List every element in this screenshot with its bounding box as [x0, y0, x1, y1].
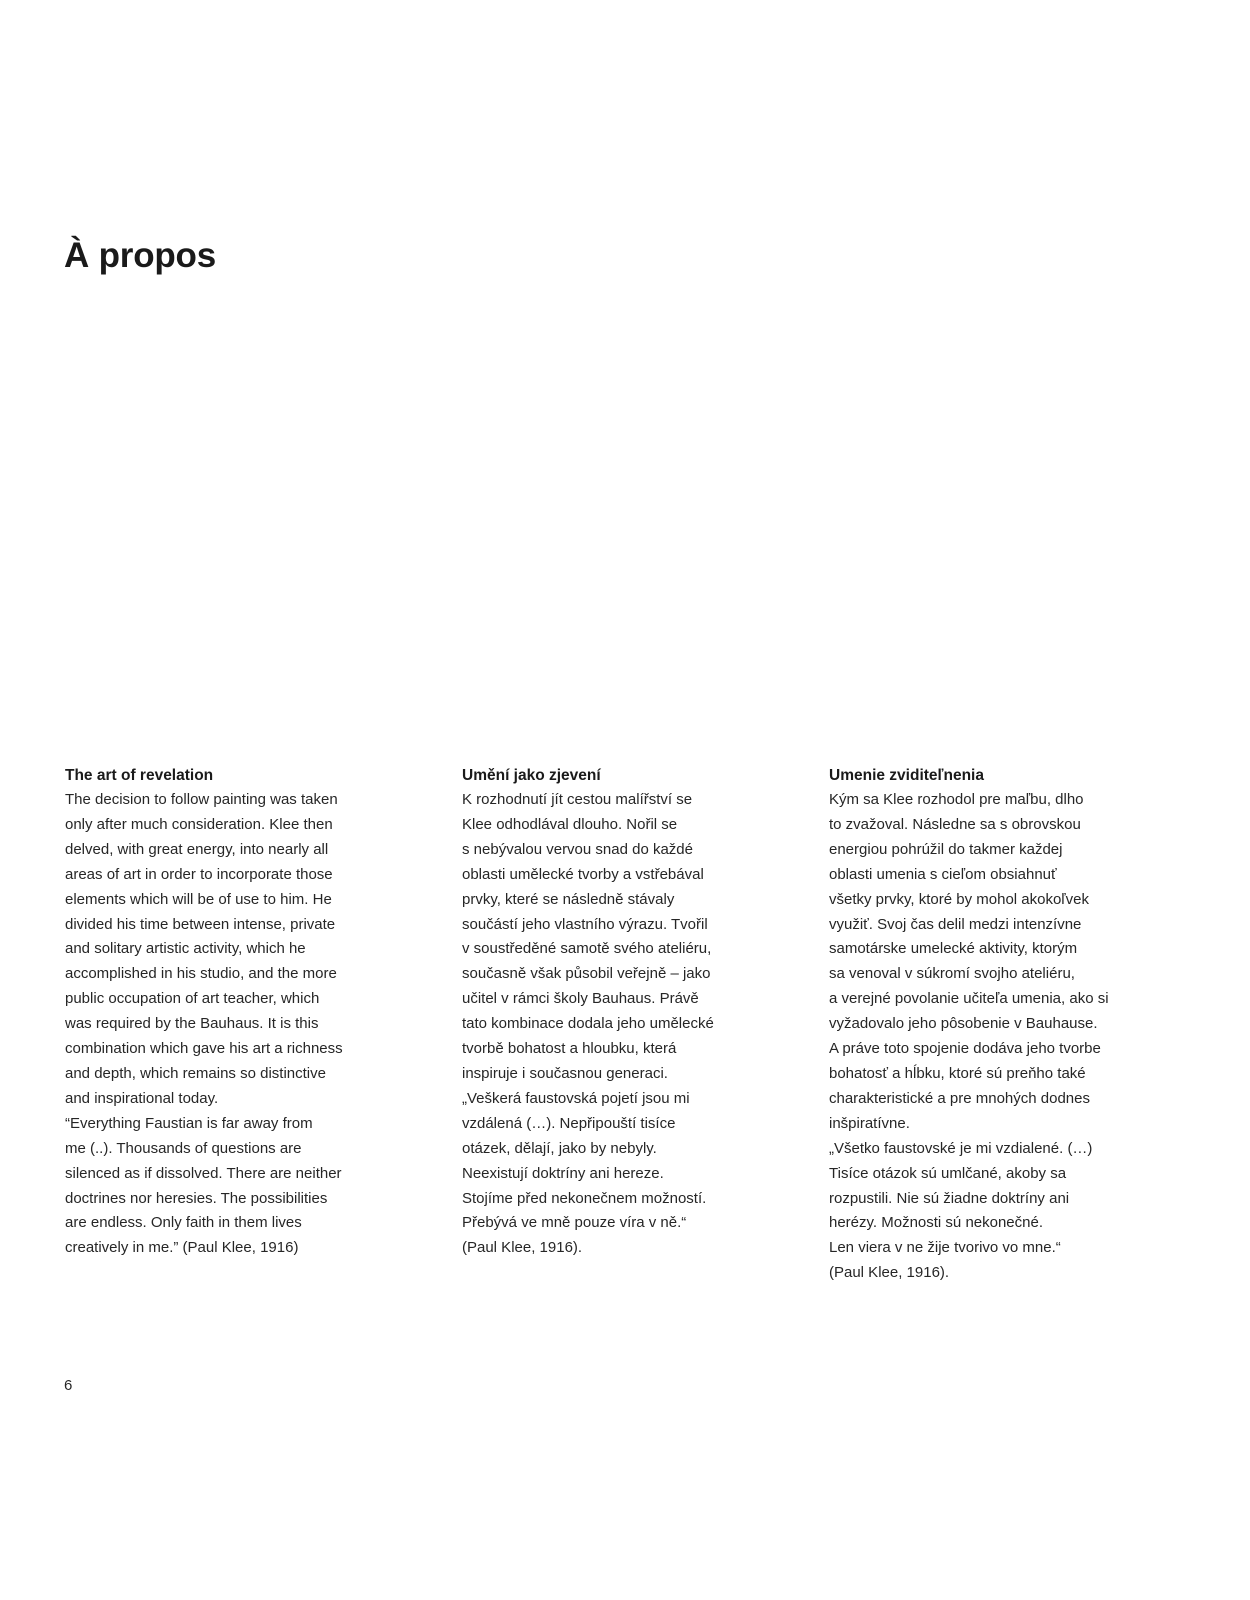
- text-line: Kým sa Klee rozhodol pre maľbu, dlho: [829, 791, 1084, 808]
- text-line: delved, with great energy, into nearly all: [65, 840, 329, 858]
- text-line: herézy. Možnosti sú nekonečné.: [829, 1214, 1044, 1232]
- text-line: bohatosť a hĺbku, ktoré sú preňho také: [829, 1064, 1086, 1082]
- text-line: me (..). Thousands of questions are: [65, 1139, 302, 1157]
- text-line: and solitary artistic activity, which he: [65, 940, 306, 958]
- text-line: elements which will be of use to him. He: [65, 890, 332, 908]
- text-line: charakteristické a pre mnohých dodnes: [829, 1089, 1090, 1107]
- text-line: součástí jeho vlastního výrazu. Tvořil: [462, 915, 708, 933]
- text-line: (Paul Klee, 1916).: [462, 1239, 583, 1257]
- text-line: Neexistují doktríny ani hereze.: [462, 1164, 664, 1182]
- column-czech: [462, 764, 802, 1261]
- text-line: současně však působil veřejně – jako: [462, 965, 711, 983]
- column-heading-czech: Umění jako zjevení: [462, 767, 601, 784]
- text-line: samotárske umelecké aktivity, ktorým: [829, 940, 1078, 958]
- text-line: s nebývalou vervou snad do každé: [462, 840, 693, 858]
- column-body-czech: [462, 788, 802, 1261]
- text-line: divided his time between intense, private: [65, 915, 336, 933]
- text-line: “Everything Faustian is far away from: [65, 1114, 313, 1132]
- text-line: was required by the Bauhaus. It is this: [65, 1015, 319, 1033]
- text-line: oblasti umělecké tvorby a vstřebával: [462, 865, 704, 883]
- text-line: Klee odhodlával dlouho. Nořil se: [462, 815, 678, 833]
- text-line: only after much consideration. Klee then: [65, 815, 333, 833]
- text-line: combination which gave his art a richness: [65, 1040, 343, 1058]
- text-line: Stojíme před nekonečnem možností.: [462, 1189, 707, 1207]
- text-line: Tisíce otázok sú umlčané, akoby sa: [829, 1164, 1067, 1182]
- text-line: doctrines nor heresies. The possibilities: [65, 1189, 328, 1207]
- text-line: (Paul Klee, 1916).: [829, 1264, 950, 1282]
- text-line: Přebývá ve mně pouze víra v ně.“: [462, 1214, 687, 1232]
- text-line: využiť. Svoj čas delil medzi intenzívne: [829, 915, 1082, 933]
- column-body-english: [65, 788, 405, 1261]
- text-line: energiou pohrúžil do takmer každej: [829, 840, 1063, 858]
- text-line: to zvažoval. Následne sa s obrovskou: [829, 815, 1081, 833]
- text-line: Len viera v ne žije tvorivo vo mne.“: [829, 1239, 1061, 1257]
- page-number: 6: [64, 1377, 73, 1394]
- text-line: and depth, which remains so distinctive: [65, 1064, 326, 1082]
- page-title: À propos: [64, 236, 217, 275]
- text-line: accomplished in his studio, and the more: [65, 965, 337, 983]
- text-line: silenced as if dissolved. There are neither: [65, 1164, 342, 1182]
- text-line: prvky, které se následně stávaly: [462, 890, 675, 908]
- text-line: „Všetko faustovské je mi vzdialené. (…): [829, 1139, 1093, 1157]
- column-english: [65, 764, 405, 1261]
- text-line: inšpiratívne.: [829, 1114, 910, 1132]
- text-line: „Veškerá faustovská pojetí jsou mi: [462, 1089, 690, 1107]
- column-body-slovak: [829, 788, 1169, 1286]
- text-line: vzdálená (…). Nepřipouští tisíce: [462, 1114, 676, 1132]
- text-line: tvorbě bohatost a hloubku, která: [462, 1040, 677, 1058]
- text-line: are endless. Only faith in them lives: [65, 1214, 302, 1232]
- text-line: vyžadovalo jeho pôsobenie v Bauhause.: [829, 1015, 1098, 1033]
- text-line: v soustředěné samotě svého ateliéru,: [462, 940, 712, 958]
- text-line: sa venoval v súkromí svojho ateliéru,: [829, 965, 1075, 983]
- text-line: A práve toto spojenie dodáva jeho tvorbe: [829, 1040, 1101, 1058]
- column-heading-english: The art of revelation: [65, 767, 214, 784]
- text-line: otázek, dělají, jako by nebyly.: [462, 1139, 657, 1157]
- text-line: The decision to follow painting was taken: [65, 791, 338, 808]
- text-line: public occupation of art teacher, which: [65, 990, 320, 1008]
- text-line: K rozhodnutí jít cestou malířství se: [462, 791, 693, 808]
- text-line: učitel v rámci školy Bauhaus. Právě: [462, 990, 699, 1008]
- text-line: a verejné povolanie učiteľa umenia, ako si: [829, 990, 1109, 1008]
- text-line: rozpustili. Nie sú žiadne doktríny ani: [829, 1189, 1070, 1207]
- text-line: tato kombinace dodala jeho umělecké: [462, 1015, 714, 1033]
- column-slovak: [829, 764, 1169, 1286]
- text-line: and inspirational today.: [65, 1089, 219, 1107]
- text-line: všetky prvky, ktoré by mohol akokoľvek: [829, 890, 1090, 908]
- text-line: areas of art in order to incorporate those: [65, 865, 333, 883]
- text-line: creatively in me.” (Paul Klee, 1916): [65, 1239, 299, 1257]
- column-heading-slovak: Umenie zviditeľnenia: [829, 767, 984, 784]
- text-line: inspiruje i současnou generaci.: [462, 1064, 668, 1082]
- text-line: oblasti umenia s cieľom obsiahnuť: [829, 865, 1057, 883]
